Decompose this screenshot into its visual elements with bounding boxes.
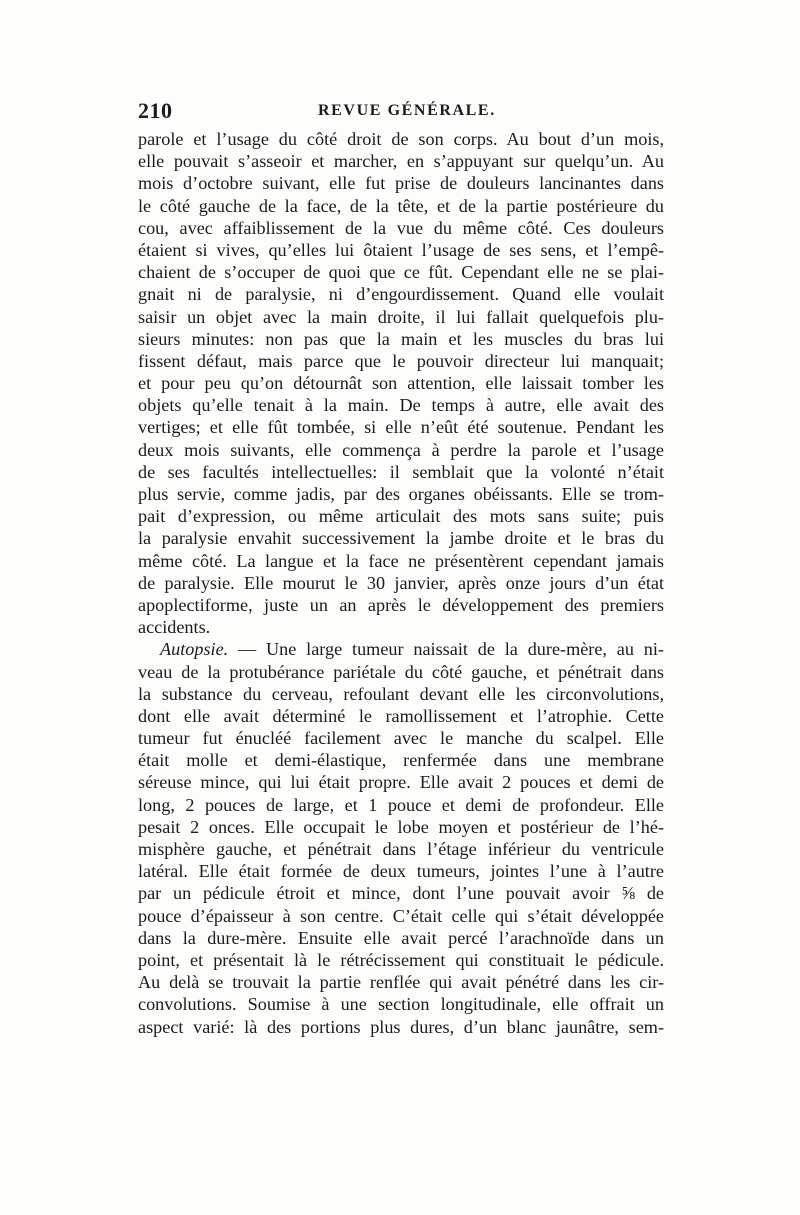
text-line: sieurs minutes: non pas que la main et les muscles du bras lui bbox=[138, 328, 664, 349]
text-line: pait d’expression, ou même articulait des mots sans suite; puis bbox=[138, 506, 664, 527]
paragraph-autopsy bbox=[138, 638, 664, 1037]
text-line: Au delà se trouvait la partie renflée qui avait pénétré dans les cir- bbox=[138, 972, 664, 993]
text-line: même côté. La langue et la face ne présentèrent cependant jamais bbox=[138, 550, 664, 571]
text-line: de ses facultés intellectuelles: il semblait que la volonté n’était bbox=[138, 461, 664, 482]
text-line: deux mois suivants, elle commença à perdre la parole et l’usage bbox=[138, 439, 664, 460]
text-line: latéral. Elle était formée de deux tumeurs, jointes l’une à l’autre bbox=[138, 861, 664, 882]
text-line: point, et présentait là le rétrécissement qui constituait le pédicule. bbox=[138, 949, 664, 970]
text-line: parole et l’usage du côté droit de son corps. Au bout d’un mois, bbox=[138, 129, 664, 149]
text-line: par un pédicule étroit et mince, dont l’une pouvait avoir ⅝ de bbox=[138, 883, 664, 904]
text-line: misphère gauche, et pénétrait dans l’étage inférieur du ventricule bbox=[138, 839, 664, 859]
running-head: REVUE GÉNÉRALE. bbox=[318, 102, 496, 119]
text-line: chaient de s’occuper de quoi que ce fût. Cependant elle ne se plai- bbox=[138, 262, 664, 283]
text-line: aspect varié: là des portions plus dures, d’un blanc jaunâtre, sem- bbox=[138, 1016, 664, 1037]
text-line: dans la dure-mère. Ensuite elle avait percé l’arachnoïde dans un bbox=[138, 927, 664, 948]
text-line: mois d’octobre suivant, elle fut prise de douleurs lancinantes dans bbox=[138, 173, 664, 194]
text-line: pesait 2 onces. Elle occupait le lobe moyen et postérieur de l’hé- bbox=[138, 816, 664, 837]
text-line: le côté gauche de la face, de la tête, et de la partie postérieure du bbox=[138, 195, 664, 216]
text-line: tumeur fut énucléé facilement avec le manche du scalpel. Elle bbox=[138, 728, 664, 749]
text-line: était molle et demi-élastique, renfermée dans une membrane bbox=[138, 750, 664, 771]
autopsy-heading: Autopsie. bbox=[160, 639, 229, 660]
text-line: gnait ni de paralysie, ni d’engourdissement. Quand elle voulait bbox=[138, 284, 664, 305]
text-line: convolutions. Soumise à une section longitudinale, elle offrait un bbox=[138, 994, 664, 1015]
text-line: de paralysie. Elle mourut le 30 janvier, après onze jours d’un état bbox=[138, 572, 664, 593]
text-line: saisir un objet avec la main droite, il lui fallait quelquefois plu- bbox=[138, 306, 664, 327]
text-line: pouce d’épaisseur à son centre. C’était celle qui s’était développée bbox=[138, 905, 664, 926]
text-line: la substance du cerveau, refoulant devant elle les circonvolutions, bbox=[138, 683, 664, 704]
autopsy-first-line: — Une large tumeur naissait de la dure-mère, au ni- bbox=[228, 639, 664, 660]
text-line: accidents. bbox=[138, 617, 211, 638]
page-header bbox=[138, 98, 664, 126]
text-line: cou, avec affaiblissement de la vue du même côté. Ces douleurs bbox=[138, 217, 664, 238]
text-line: apoplectiforme, juste un an après le développement des premiers bbox=[138, 594, 664, 615]
text-line: veau de la protubérance pariétale du côté gauche, et pénétrait dans bbox=[138, 661, 664, 682]
text-line: et pour peu qu’on détournât son attention, elle laissait tomber les bbox=[138, 373, 664, 394]
page-number: 210 bbox=[138, 98, 173, 123]
text-line: objets qu’elle tenait à la main. De temps à autre, elle avait des bbox=[138, 395, 664, 416]
text-line: vertiges; et elle fût tombée, si elle n’eût été soutenue. Pendant les bbox=[138, 417, 664, 438]
text-line: étaient si vives, qu’elles lui ôtaient l’usage de ses sens, et l’empê- bbox=[138, 239, 664, 260]
text-line: plus servie, comme jadis, par des organes obéissants. Elle se trom- bbox=[138, 484, 664, 504]
text-line: la paralysie envahit successivement la jambe droite et le bras du bbox=[138, 528, 664, 549]
text-line: elle pouvait s’asseoir et marcher, en s’appuyant sur quelqu’un. Au bbox=[138, 151, 664, 172]
text-line bbox=[138, 638, 664, 660]
paragraph-case-history bbox=[138, 128, 664, 638]
text-line: long, 2 pouces de large, et 1 pouce et demi de profondeur. Elle bbox=[138, 794, 664, 815]
text-line: fissent défaut, mais parce que le pouvoir directeur lui manquait; bbox=[138, 350, 664, 371]
body-text bbox=[138, 128, 664, 1038]
text-line: dont elle avait déterminé le ramollissement et l’atrophie. Cette bbox=[138, 705, 664, 726]
text-line: séreuse mince, qui lui était propre. Elle avait 2 pouces et demi de bbox=[138, 772, 664, 793]
